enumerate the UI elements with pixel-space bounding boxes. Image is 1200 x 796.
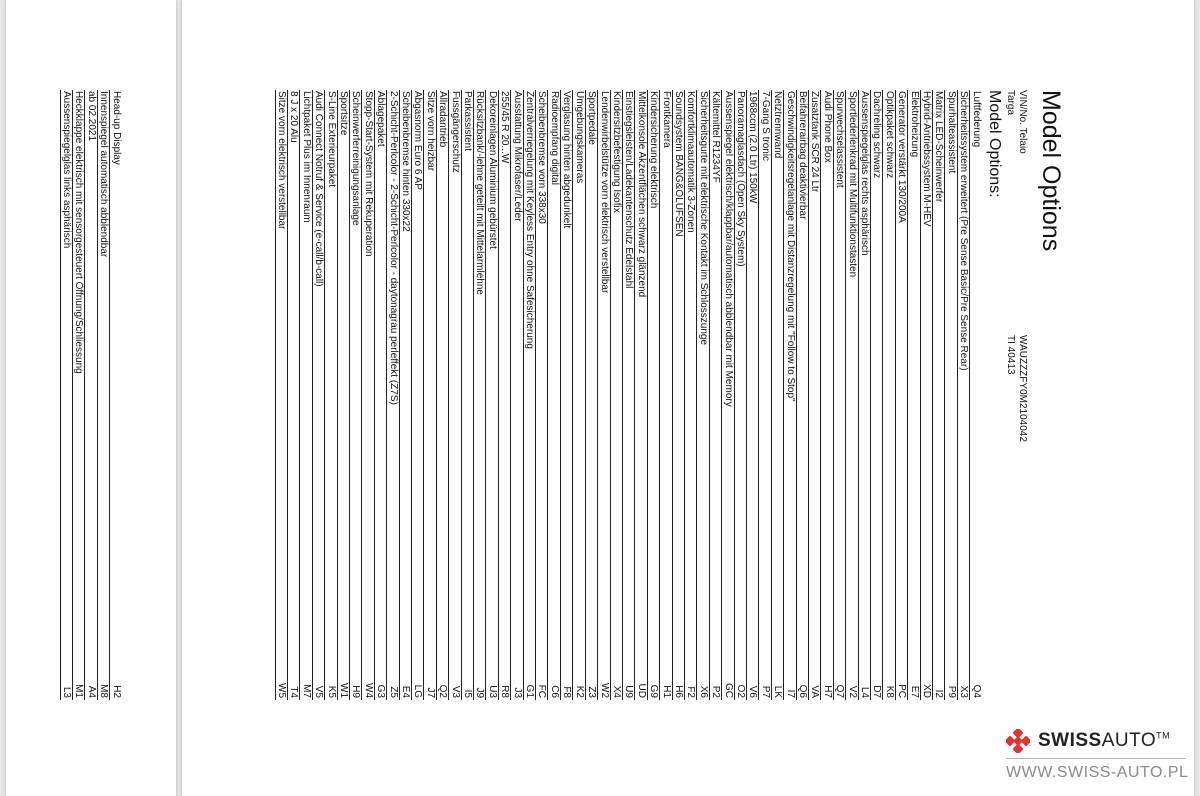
option-row [548, 90, 560, 700]
option-code: V2 [846, 678, 858, 700]
option-code: G9 [647, 678, 659, 700]
option-code: W4 [362, 678, 374, 700]
option-code: H7 [821, 678, 833, 700]
option-row [660, 90, 672, 700]
option-name: Dekoreinlagen Aluminium gebürstet [486, 90, 498, 678]
vin-row [1016, 90, 1028, 700]
option-row [486, 90, 498, 700]
option-name: Head-up Display [110, 90, 122, 678]
option-name: Aussenspiegel elektrisch/klappbar/automatisch abblendbar mit Memory [722, 90, 734, 678]
options-continued-table [60, 90, 122, 700]
option-name: Rücksitzbank/-lehne geteilt mit Mittelarmlehne [474, 90, 486, 678]
option-row [97, 90, 109, 700]
option-code: W2 [598, 678, 610, 700]
option-name: Aussenspiegelglas rechts asphärisch [858, 90, 870, 678]
option-row [573, 90, 585, 700]
option-name: Komfortklimaautomatik 3-Zonen [684, 90, 696, 678]
option-code: VA [809, 678, 821, 700]
option-row [560, 90, 572, 700]
option-code: E7 [908, 678, 920, 700]
option-row [957, 90, 969, 700]
option-code: K8 [883, 678, 895, 700]
option-name: 1968ccm (2.0 Ltr) 150kW [747, 90, 759, 678]
option-row [821, 90, 833, 700]
option-name: Heckklappe elektrisch mit sensorgesteuert Öffnung/Schliessung [73, 90, 85, 678]
option-code: V3 [449, 678, 461, 700]
option-name: Optikpaket schwarz [883, 90, 895, 678]
option-name: Lendenwirbelstütze vorn elektrisch verstellbar [598, 90, 610, 678]
option-name: Sportsitze [337, 90, 349, 678]
option-row [970, 90, 982, 700]
option-row [337, 90, 349, 700]
option-name: 255/45 R 20...W [498, 90, 510, 678]
option-code: M1 [73, 678, 85, 700]
option-code: LK [771, 678, 783, 700]
option-row [585, 90, 597, 700]
option-code: U9 [622, 678, 634, 700]
document-title: Model Options [1037, 90, 1065, 252]
option-code: V6 [747, 678, 759, 700]
option-row [846, 90, 858, 700]
option-row [647, 90, 659, 700]
option-name: Abgasnorm Euro 6 AP [412, 90, 424, 678]
option-code: Z3 [585, 678, 597, 700]
option-code: PC [895, 678, 907, 700]
option-name: Kindersicherung elektrisch [647, 90, 659, 678]
targa-label: Targa [1005, 90, 1016, 116]
option-code: E4 [399, 678, 411, 700]
option-name: Frontkamera [660, 90, 672, 678]
option-code: K2 [573, 678, 585, 700]
option-row [784, 90, 796, 700]
option-row [610, 90, 622, 700]
option-code: C6 [548, 678, 560, 700]
option-name: 2-Schicht-Perlcolor - 2-Schicht-Perlcolor - daytonagrau perleffekt (Z7S) [387, 90, 399, 678]
option-row [275, 90, 287, 700]
option-row [622, 90, 634, 700]
option-name: Kältemittel R1234YF [709, 90, 721, 678]
option-code: I7 [784, 678, 796, 700]
option-code: Q4 [970, 678, 982, 700]
option-name: Sportlederlenkrad mit Multifunktionstasten [846, 90, 858, 678]
option-row [387, 90, 399, 700]
option-row [412, 90, 424, 700]
option-row [709, 90, 721, 700]
option-row [325, 90, 337, 700]
option-name: S-Line Exterieurpaket [325, 90, 337, 678]
option-name: Sitze vorn heizbar [424, 90, 436, 678]
option-code: W5 [275, 678, 287, 700]
option-code: I2 [933, 678, 945, 700]
option-row [635, 90, 647, 700]
option-name: Matrix LED-Scheinwerfer [933, 90, 945, 678]
option-name: Soundsystem BANG&OLUFSEN [672, 90, 684, 678]
option-name: Dachreling schwarz [871, 90, 883, 678]
option-code: D7 [871, 678, 883, 700]
option-row [350, 90, 362, 700]
option-code: G1 [523, 678, 535, 700]
option-row [945, 90, 957, 700]
option-code: R8 [498, 678, 510, 700]
option-row [399, 90, 411, 700]
option-name: Fussgängerschutz [449, 90, 461, 678]
option-code: W1 [337, 678, 349, 700]
option-name: 7-Gang S tronic [759, 90, 771, 678]
option-row [920, 90, 932, 700]
option-row [374, 90, 386, 700]
model-options-section [275, 90, 1066, 700]
vin-value: WAUZZZFY0M2104042 [1017, 335, 1028, 442]
option-row [809, 90, 821, 700]
option-code: X4 [610, 678, 622, 700]
option-name: Zusatztank SCR 24 Ltr [809, 90, 821, 678]
option-code: A4 [85, 678, 97, 700]
option-name: Geschwindigkeitsregelanlage mit Distanzregelung mit "Follow to Stop" [784, 90, 796, 678]
option-row [883, 90, 895, 700]
option-row [110, 90, 122, 700]
option-row [73, 90, 85, 700]
option-row [287, 90, 299, 700]
option-row [449, 90, 461, 700]
option-code: P9 [945, 678, 957, 700]
option-code: I5 [461, 678, 473, 700]
option-code: H1 [660, 678, 672, 700]
option-row [858, 90, 870, 700]
swiss-cross-icon [1006, 729, 1030, 753]
option-code: X6 [697, 678, 709, 700]
options-subtitle: Model Options: [986, 90, 1003, 198]
option-row [833, 90, 845, 700]
trademark: TM [1156, 730, 1171, 741]
option-code: XD [920, 678, 932, 700]
option-name: Generator verstärkt 130/200A [895, 90, 907, 678]
option-code: M7 [300, 678, 312, 700]
option-name: Luftfederung [970, 90, 982, 678]
option-name: Sicherheitssystem erweitert (Pre Sense Basic/Pre Sense Rear) [957, 90, 969, 678]
option-name: 8 J x 20 Alu [287, 90, 299, 678]
option-name: Mittelkonsole Akzentflächen schwarz glänzend [635, 90, 647, 678]
option-row [474, 90, 486, 700]
option-row [511, 90, 523, 700]
option-code: Q6 [796, 678, 808, 700]
option-name: Scheibenbremse hinten 330x22 [399, 90, 411, 678]
option-code: UD [635, 678, 647, 700]
option-code: F8 [560, 678, 572, 700]
brand-light: AUTO [1101, 730, 1157, 751]
option-code: Q2 [436, 678, 448, 700]
options-table [275, 90, 982, 700]
option-code: H9 [350, 678, 362, 700]
option-row [722, 90, 734, 700]
option-row [598, 90, 610, 700]
option-name: Parkassistent [461, 90, 473, 678]
options-continued-section [60, 90, 122, 700]
option-code: Q7 [833, 678, 845, 700]
option-name: ab 02.2021 [85, 90, 97, 678]
option-code: L3 [60, 678, 72, 700]
option-code: J9 [474, 678, 486, 700]
option-code: L4 [858, 678, 870, 700]
option-code: X3 [957, 678, 969, 700]
option-name: Allradantrieb [436, 90, 448, 678]
option-code: LG [412, 678, 424, 700]
option-name: Audi Phone Box [821, 90, 833, 678]
option-name: Lichtpaket Plus im Innenraum [300, 90, 312, 678]
option-row [747, 90, 759, 700]
option-name: Ablagepaket [374, 90, 386, 678]
option-name: Aussenspiegelglas links asphärisch [60, 90, 72, 678]
option-code: K5 [325, 678, 337, 700]
option-name: Einstiegsleisten/Ladekantenschutz Edelstahl [622, 90, 634, 678]
option-name: Spurwechselassistent [833, 90, 845, 678]
option-name: Beifahrerairbag deaktivierbar [796, 90, 808, 678]
targa-value: TI 40413 [1005, 335, 1016, 375]
option-name: Zentralverriegelung mit Keyless Entry ohne Safesicherung [523, 90, 535, 678]
option-name: Sitze vorn elektrisch verstellbar [275, 90, 287, 678]
option-row [908, 90, 920, 700]
option-row [684, 90, 696, 700]
option-name: Panoramaglasdach (Open Sky System) [734, 90, 746, 678]
option-row [523, 90, 535, 700]
brand-name [1038, 730, 1170, 752]
option-name: Hybrid-Antriebssystem M-HEV [920, 90, 932, 678]
option-row [461, 90, 473, 700]
option-code: J3 [511, 678, 523, 700]
option-code: J7 [424, 678, 436, 700]
option-row [871, 90, 883, 700]
option-code: O2 [734, 678, 746, 700]
brand-bold: SWISS [1038, 730, 1102, 751]
option-row [796, 90, 808, 700]
option-name: Scheinwerferreinigungsanlage [350, 90, 362, 678]
option-code: P7 [759, 678, 771, 700]
option-name: Audi Connect Notruf & Service (e-call/b-call) [312, 90, 324, 678]
option-code: U3 [486, 678, 498, 700]
option-name: Radioempfang digital [548, 90, 560, 678]
option-name: Elektroheizung [908, 90, 920, 678]
option-code: Z5 [387, 678, 399, 700]
option-row [697, 90, 709, 700]
option-row [759, 90, 771, 700]
option-name: Kindersitzbefestigung Isofix [610, 90, 622, 678]
option-row [536, 90, 548, 700]
option-code: F2 [684, 678, 696, 700]
option-row [672, 90, 684, 700]
vin-label: VIN/No. Telaio [1017, 90, 1028, 154]
website-url: WWW.SWISS-AUTO.PL [1006, 764, 1189, 781]
option-name: Verglasung hinten abgedunkelt [560, 90, 572, 678]
swissauto-logo [1006, 726, 1196, 756]
option-name: Spurhalteassistent [945, 90, 957, 678]
option-code: G3 [374, 678, 386, 700]
option-code: P2 [709, 678, 721, 700]
option-name: Umgebungskameras [573, 90, 585, 678]
option-row [498, 90, 510, 700]
option-name: Netztrennwand [771, 90, 783, 678]
option-row [436, 90, 448, 700]
option-row [362, 90, 374, 700]
option-name: Sportpedale [585, 90, 597, 678]
option-name: Ausstattung Mikrofaser/Leder [511, 90, 523, 678]
option-name: Innenspiegel automatisch abblendbar [97, 90, 109, 678]
option-code: FC [536, 678, 548, 700]
option-name: Scheibenbremse vorn 338x30 [536, 90, 548, 678]
watermark-divider [1006, 758, 1186, 759]
option-row [85, 90, 97, 700]
option-row [933, 90, 945, 700]
targa-row [1004, 90, 1016, 700]
option-code: H6 [672, 678, 684, 700]
option-code: H2 [110, 678, 122, 700]
option-name: Sicherheitsgurte mit elektrische Kontakt im Schlosszunge [697, 90, 709, 678]
option-code: GC [722, 678, 734, 700]
option-row [312, 90, 324, 700]
option-code: M8 [97, 678, 109, 700]
option-row [734, 90, 746, 700]
option-row [771, 90, 783, 700]
option-row [424, 90, 436, 700]
option-code: T4 [287, 678, 299, 700]
option-name: Stopp-Start-System mit Rekuperation [362, 90, 374, 678]
option-row [895, 90, 907, 700]
option-code: V5 [312, 678, 324, 700]
option-row [60, 90, 72, 700]
option-row [300, 90, 312, 700]
